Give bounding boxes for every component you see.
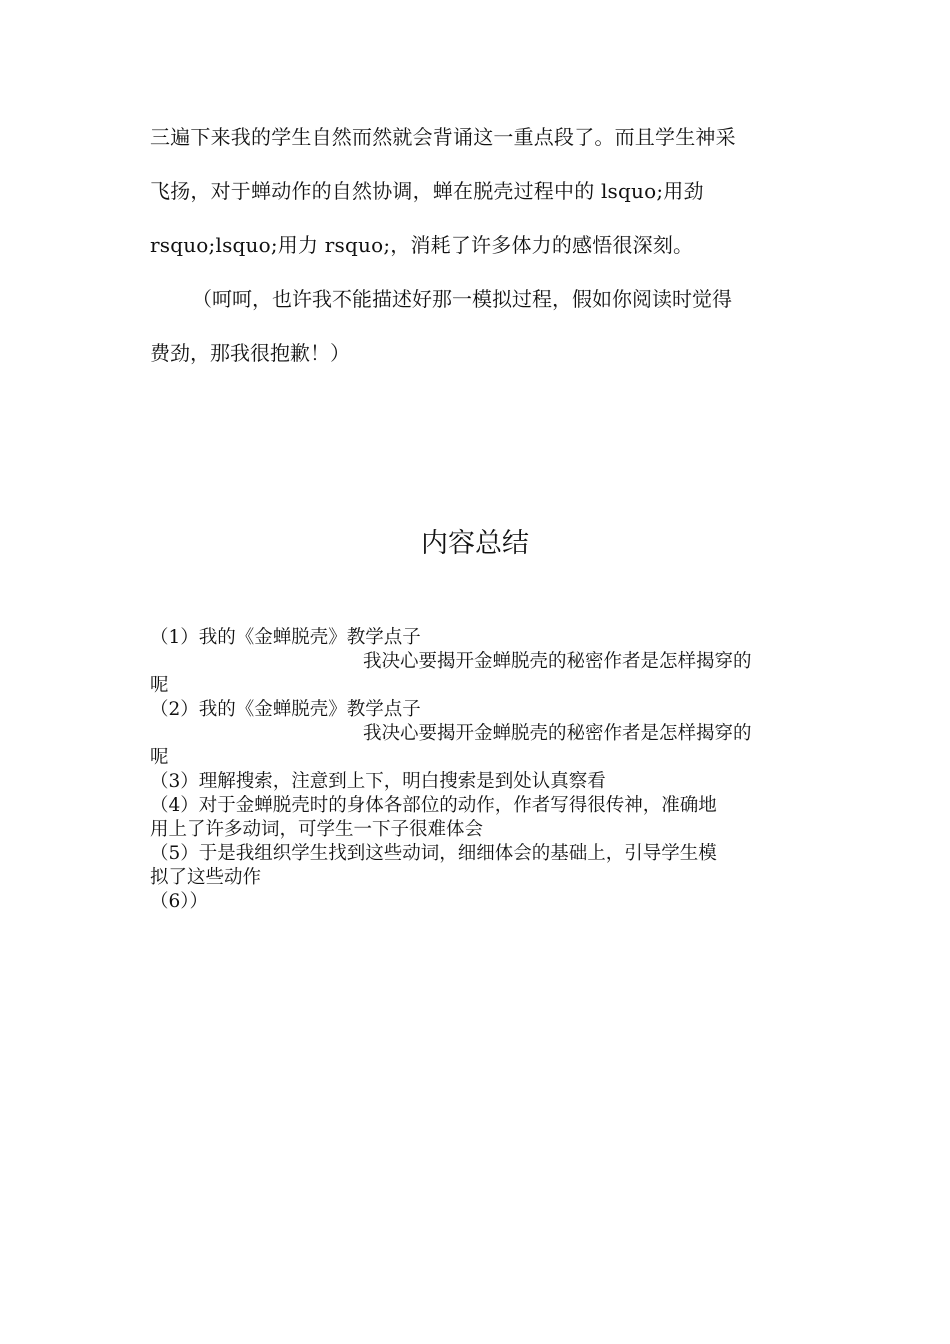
summary-line: （1）我的《金蝉脱壳》教学点子 (150, 627, 421, 648)
summary-line: 呢 (150, 747, 169, 768)
text-line: 飞扬，对于蝉动作的自然协调，蝉在脱壳过程中的 lsquo;用劲 (150, 179, 704, 203)
summary-line: 我决心要揭开金蝉脱壳的秘密作者是怎样揭穿的 (363, 723, 752, 744)
summary-line: （2）我的《金蝉脱壳》教学点子 (150, 699, 421, 720)
text-line: rsquo;lsquo;用力 rsquo;，消耗了许多体力的感悟很深刻。 (150, 233, 694, 257)
summary-line: 呢 (150, 675, 169, 696)
summary-title: 内容总结 (421, 528, 529, 559)
text-line: 三遍下来我的学生自然而然就会背诵这一重点段了。而且学生神采 (150, 125, 736, 149)
summary-item (150, 890, 800, 914)
summary-line: （4）对于金蝉脱壳时的身体各部位的动作，作者写得很传神，准确地 (150, 795, 717, 816)
text-line: 费劲，那我很抱歉！） (150, 341, 350, 365)
summary-line: （6）） (150, 891, 209, 912)
summary-list (150, 626, 800, 914)
summary-item (150, 626, 800, 698)
summary-item (150, 794, 800, 842)
summary-item (150, 698, 800, 770)
paragraph-apology (150, 272, 800, 380)
text-line: （呵呵，也许我不能描述好那一模拟过程，假如你阅读时觉得 (192, 287, 732, 311)
summary-item (150, 842, 800, 890)
summary-line: 我决心要揭开金蝉脱壳的秘密作者是怎样揭穿的 (363, 651, 752, 672)
summary-line: 拟了这些动作 (150, 867, 262, 888)
summary-line: 用上了许多动词，可学生一下子很难体会 (150, 819, 484, 840)
summary-item (150, 770, 800, 794)
paragraph-recitation (150, 110, 800, 272)
summary-line: （5）于是我组织学生找到这些动词，细细体会的基础上，引导学生模 (150, 843, 717, 864)
summary-line: （3）理解搜索，注意到上下，明白搜索是到处认真察看 (150, 771, 606, 792)
